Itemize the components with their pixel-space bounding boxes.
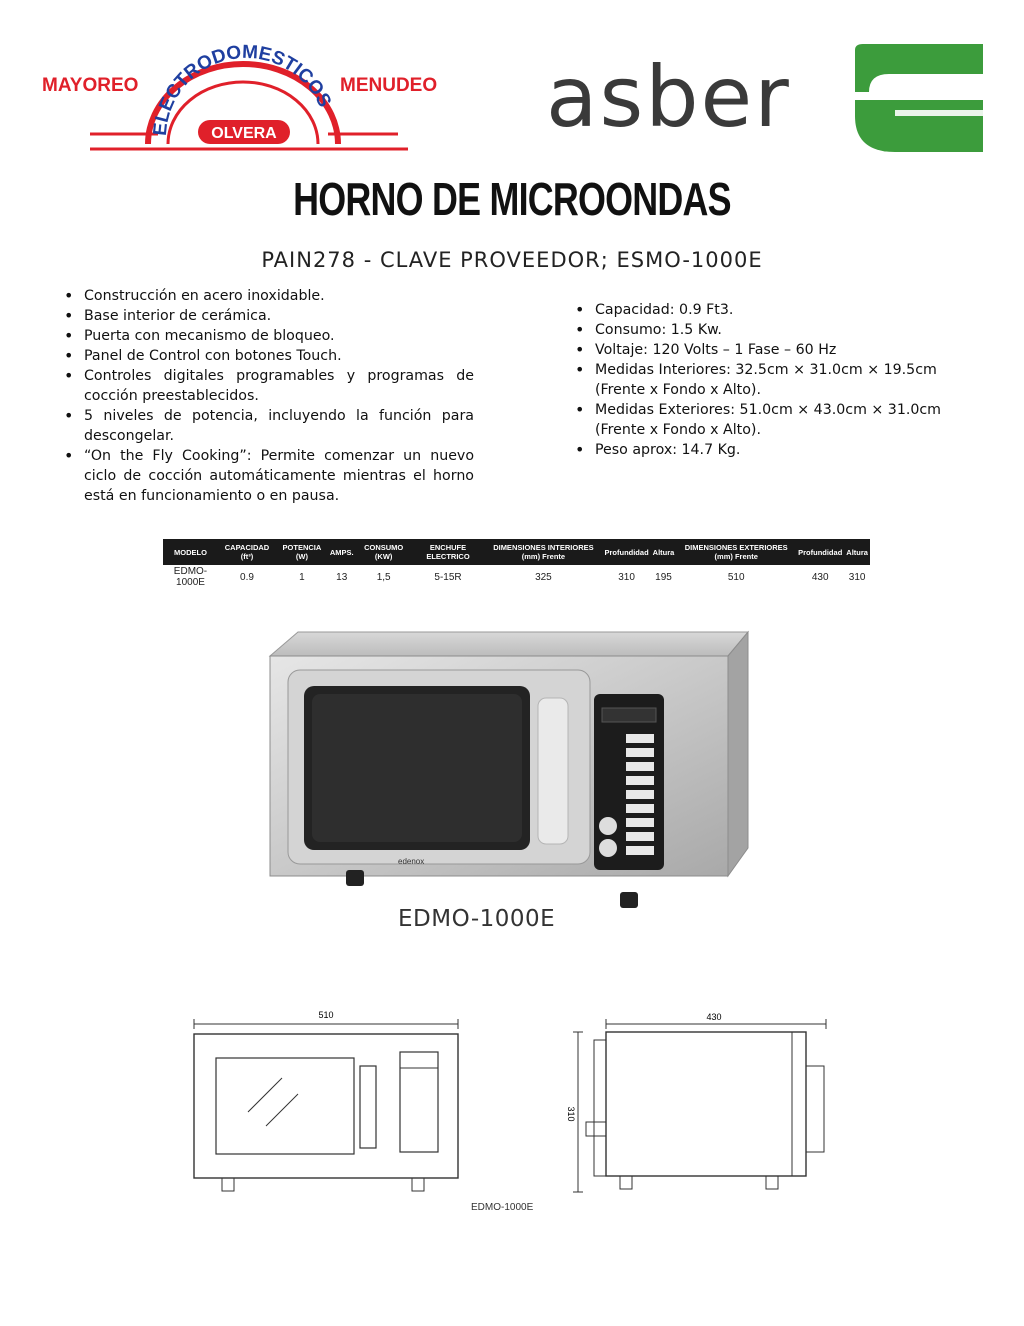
brand-logo-text: asber [546,48,791,146]
table-cell: 0.9 [240,571,254,583]
table-header: Profundidad [796,539,844,565]
table-header: AMPS. [328,539,356,565]
list-item: • Puerta con mecanismo de bloqueo. [62,326,474,346]
table-header: Altura [844,539,870,565]
list-item: • Controles digitales programables y programas de cocción preestablecidos. [62,366,474,406]
page-subtitle: PAIN278 - CLAVE PROVEEDOR; ESMO-1000E [261,248,763,272]
height-label: 310 [566,1106,576,1122]
page-title: HORNO DE MICROONDAS [293,173,731,225]
photo-caption: EDMO-1000E [398,906,556,932]
table-header: DIMENSIONES INTERIORES (mm) Frente [484,539,602,565]
brand-logo [546,48,791,146]
table-header: ENCHUFE ELECTRICO [412,539,485,565]
table-cell: 325 [535,571,552,583]
list-item: • Medidas Exteriores: 51.0cm × 43.0cm × 31.0cm (Frente x Fondo x Alto). [573,400,953,440]
table-header: DIMENSIONES EXTERIORES (mm) Frente [676,539,796,565]
table-cell: 310 [848,571,866,583]
table-header: Profundidad [602,539,650,565]
list-item: • “On the Fly Cooking”: Permite comenzar un nuevo ciclo de cocción automáticamente mientras el horno está en funcionamiento o en pausa. [62,446,474,506]
table-cell: 5-15R [434,571,462,583]
table-row [163,565,870,589]
control-buttons [626,734,654,855]
table-header-row [163,539,870,565]
store-logo-center: OLVERA [211,125,277,142]
table-header: CAPACIDAD (ft³) [218,539,276,565]
table-cell: 195 [655,571,672,583]
drawing-caption: EDMO-1000E [471,1202,534,1213]
list-item: • Base interior de cerámica. [62,306,474,326]
width-label: 510 [318,1010,334,1020]
table-cell: 1 [299,571,305,583]
list-item: • Capacidad: 0.9 Ft3. [573,300,953,320]
brand-leaf-icon [855,44,987,152]
features-right [573,300,953,460]
microwave-photo [258,628,758,918]
list-item: • Consumo: 1.5 Kw. [573,320,953,340]
store-logo [38,34,458,159]
list-item: • Construcción en acero inoxidable. [62,286,474,306]
store-logo-arc: ELECTRODOMESTICOS [149,41,335,137]
table-header: MODELO [163,539,218,565]
side-view-drawing [560,1010,840,1200]
list-item: • Panel de Control con botones Touch. [62,346,474,366]
table-header: CONSUMO (KW) [356,539,412,565]
store-logo-left: MAYOREO [42,75,139,96]
table-header: Altura [651,539,677,565]
features-left [62,286,474,506]
table-header: POTENCIA (W) [276,539,328,565]
photo-brand: edenox [398,857,425,866]
table-cell: 510 [727,571,745,583]
store-logo-right: MENUDEO [340,75,438,96]
list-item: • 5 niveles de potencia, incluyendo la función para descongelar. [62,406,474,446]
table-cell: 430 [811,571,829,583]
list-item: • Voltaje: 120 Volts – 1 Fase – 60 Hz [573,340,953,360]
table-cell: 1,5 [376,571,391,583]
table-cell: 310 [618,571,635,583]
table-cell: 13 [336,571,348,583]
front-view-drawing [186,1006,476,1196]
depth-label: 430 [706,1012,722,1022]
list-item: • Medidas Interiores: 32.5cm × 31.0cm × 19.5cm (Frente x Fondo x Alto). [573,360,953,400]
list-item: • Peso aprox: 14.7 Kg. [573,440,953,460]
table-cell: EDMO-1000E [173,566,208,588]
spec-table [163,539,870,589]
